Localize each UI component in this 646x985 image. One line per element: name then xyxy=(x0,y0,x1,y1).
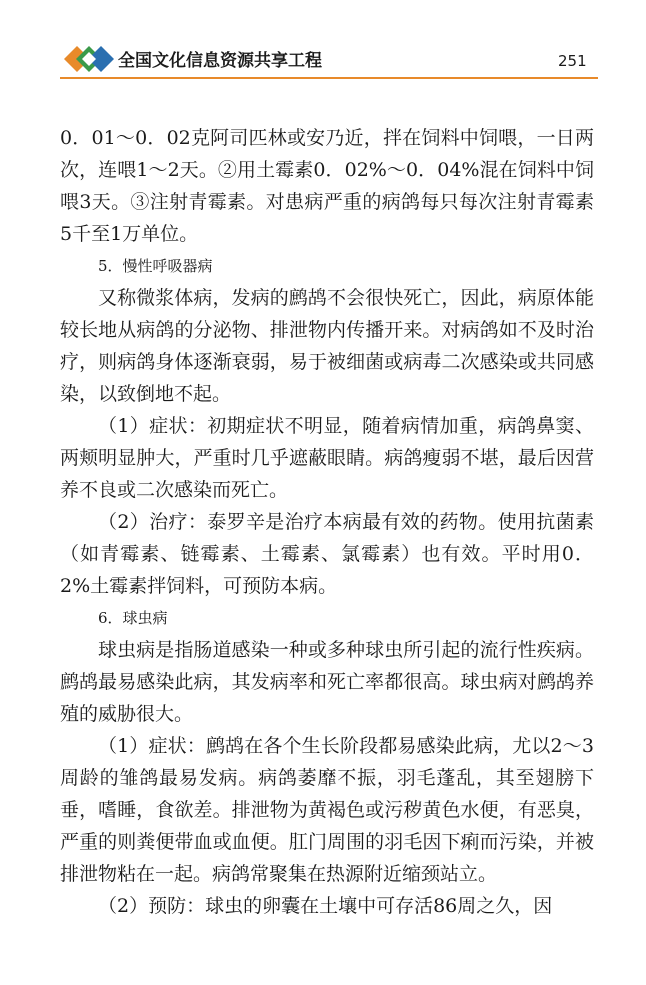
paragraph-coccidiosis-symptoms: （1）症状：鹧鸪在各个生长阶段都易感染此病，尤以2～3周龄的雏鸽最易发病。病鸽萎靡不振，羽毛蓬乱，其至翅膀下垂，嗜睡，食欲差。排泄物为黄褐色或污秽黄色水便，有恶臭，严重的则粪便带血或血便。肛门周围的羽毛因下痢而污染，并被排泄物粘在一起。病鸽常聚集在热源附近缩颈站立。 xyxy=(60,735,594,885)
section-heading-coccidiosis: 6．球虫病 xyxy=(98,609,168,627)
document-body xyxy=(60,122,594,922)
site-title: 全国文化信息资源共享工程 xyxy=(118,51,322,71)
page-header xyxy=(0,0,646,82)
paragraph-respiratory-treatment: （2）治疗：泰罗辛是治疗本病最有效的药物。使用抗菌素（如青霉素、链霉素、土霉素、氯霉素）也有效。平时用0．2%土霉素拌饲料，可预防本病。 xyxy=(60,511,594,597)
paragraph-respiratory-symptoms: （1）症状：初期症状不明显，随着病情加重，病鸽鼻窦、两颊明显肿大，严重时几乎遮蔽眼睛。病鸽瘦弱不堪，最后因营养不良或二次感染而死亡。 xyxy=(60,415,594,501)
paragraph-coccidiosis-prevention: （2）预防：球虫的卵囊在土壤中可存活86周之久，因 xyxy=(98,895,553,917)
header-divider xyxy=(60,77,598,79)
paragraph-dosage: 0．01～0．02克阿司匹林或安乃近，拌在饲料中饲喂，一日两次，连喂1～2天。②用土霉素0．02%～0．04%混在饲料中饲喂3天。③注射青霉素。对患病严重的病鸽每只每次注射青霉素5千至1万单位。 xyxy=(60,127,594,245)
paragraph-respiratory-intro: 又称微浆体病，发病的鹧鸪不会很快死亡，因此，病原体能较长地从病鸽的分泌物、排泄物内传播开来。对病鸽如不及时治疗，则病鸽身体逐渐衰弱，易于被细菌或病毒二次感染或共同感染，以致倒地不起。 xyxy=(60,287,594,405)
paragraph-coccidiosis-intro: 球虫病是指肠道感染一种或多种球虫所引起的流行性疾病。鹧鸪最易感染此病，其发病率和死亡率都很高。球虫病对鹧鸪养殖的威胁很大。 xyxy=(60,639,594,725)
page-number: 251 xyxy=(558,52,587,70)
section-heading-respiratory: 5．慢性呼吸器病 xyxy=(98,257,213,275)
diamond-logo-icon xyxy=(62,40,116,78)
